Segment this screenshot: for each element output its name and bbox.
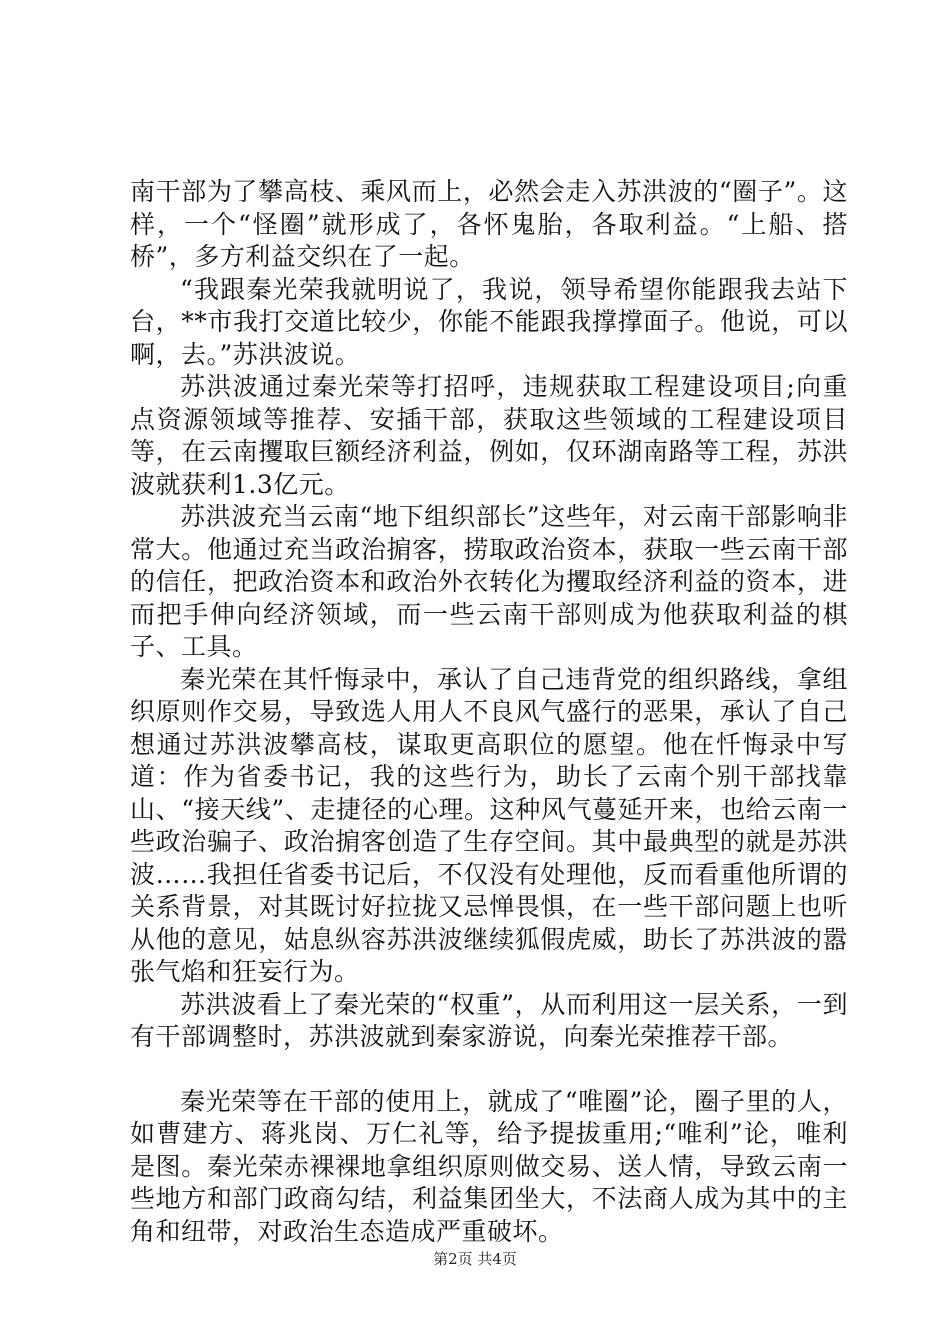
document-body bbox=[130, 176, 848, 1248]
paragraph-5: 秦光荣在其忏悔录中，承认了自己违背党的组织路线，拿组织原则作交易，导致选人用人不良风气盛行的恶果，承认了自己想通过苏洪波攀高枝，谋取更高职位的愿望。他在忏悔录中写道：作为省委书记，我的这些行为，助长了云南个别干部找靠山、“接天线”、走捷径的心理。这种风气蔓延开来，也给云南一些政治骗子、政治掮客创造了生存空间。其中最典型的就是苏洪波……我担任省委书记后，不仅没有处理他，反而看重他所谓的关系背景，对其既讨好拉拢又忌惮畏惧，在一些干部问题上也听从他的意见，姑息纵容苏洪波继续狐假虎威，助长了苏洪波的嚣张气焰和狂妄行为。 bbox=[130, 664, 848, 986]
paragraph-6: 苏洪波看上了秦光荣的“权重”，从而利用这一层关系，一到有干部调整时，苏洪波就到秦家游说，向秦光荣推荐干部。 bbox=[130, 989, 848, 1051]
paragraph-3: 苏洪波通过秦光荣等打招呼，违规获取工程建设项目;向重点资源领域等推荐、安插干部，获取这些领域的工程建设项目等，在云南攫取巨额经济利益，例如，仅环湖南路等工程，苏洪波就获利1.3亿元。 bbox=[130, 372, 848, 499]
paragraph-4: 苏洪波充当云南“地下组织部长”这些年，对云南干部影响非常大。他通过充当政治掮客，捞取政治资本，获取一些云南干部的信任，把政治资本和政治外衣转化为攫取经济利益的资本，进而把手伸向经济领域，而一些云南干部则成为他获取利益的棋子、工具。 bbox=[130, 502, 848, 661]
paragraph-7: 秦光荣等在干部的使用上，就成了“唯圈”论，圈子里的人，如曹建方、蒋兆岗、万仁礼等，给予提拔重用;“唯利”论，唯利是图。秦光荣赤裸裸地拿组织原则做交易、送人情，导致云南一些地方和部门政商勾结，利益集团坐大，不法商人成为其中的主角和纽带，对政治生态造成严重破坏。 bbox=[130, 1086, 848, 1246]
paragraph-1: 南干部为了攀高枝、乘风而上，必然会走入苏洪波的“圈子”。这样，一个“怪圈”就形成了，各怀鬼胎，各取利益。“上船、搭桥”，多方利益交织在了一起。 bbox=[130, 177, 848, 271]
paragraph-2: “我跟秦光荣我就明说了，我说，领导希望你能跟我去站下台，**市我打交道比较少，你能不能跟我撑撑面子。他说，可以啊，去。”苏洪波说。 bbox=[130, 274, 848, 369]
page-number-footer: 第2页 共4页 bbox=[433, 1250, 517, 1268]
